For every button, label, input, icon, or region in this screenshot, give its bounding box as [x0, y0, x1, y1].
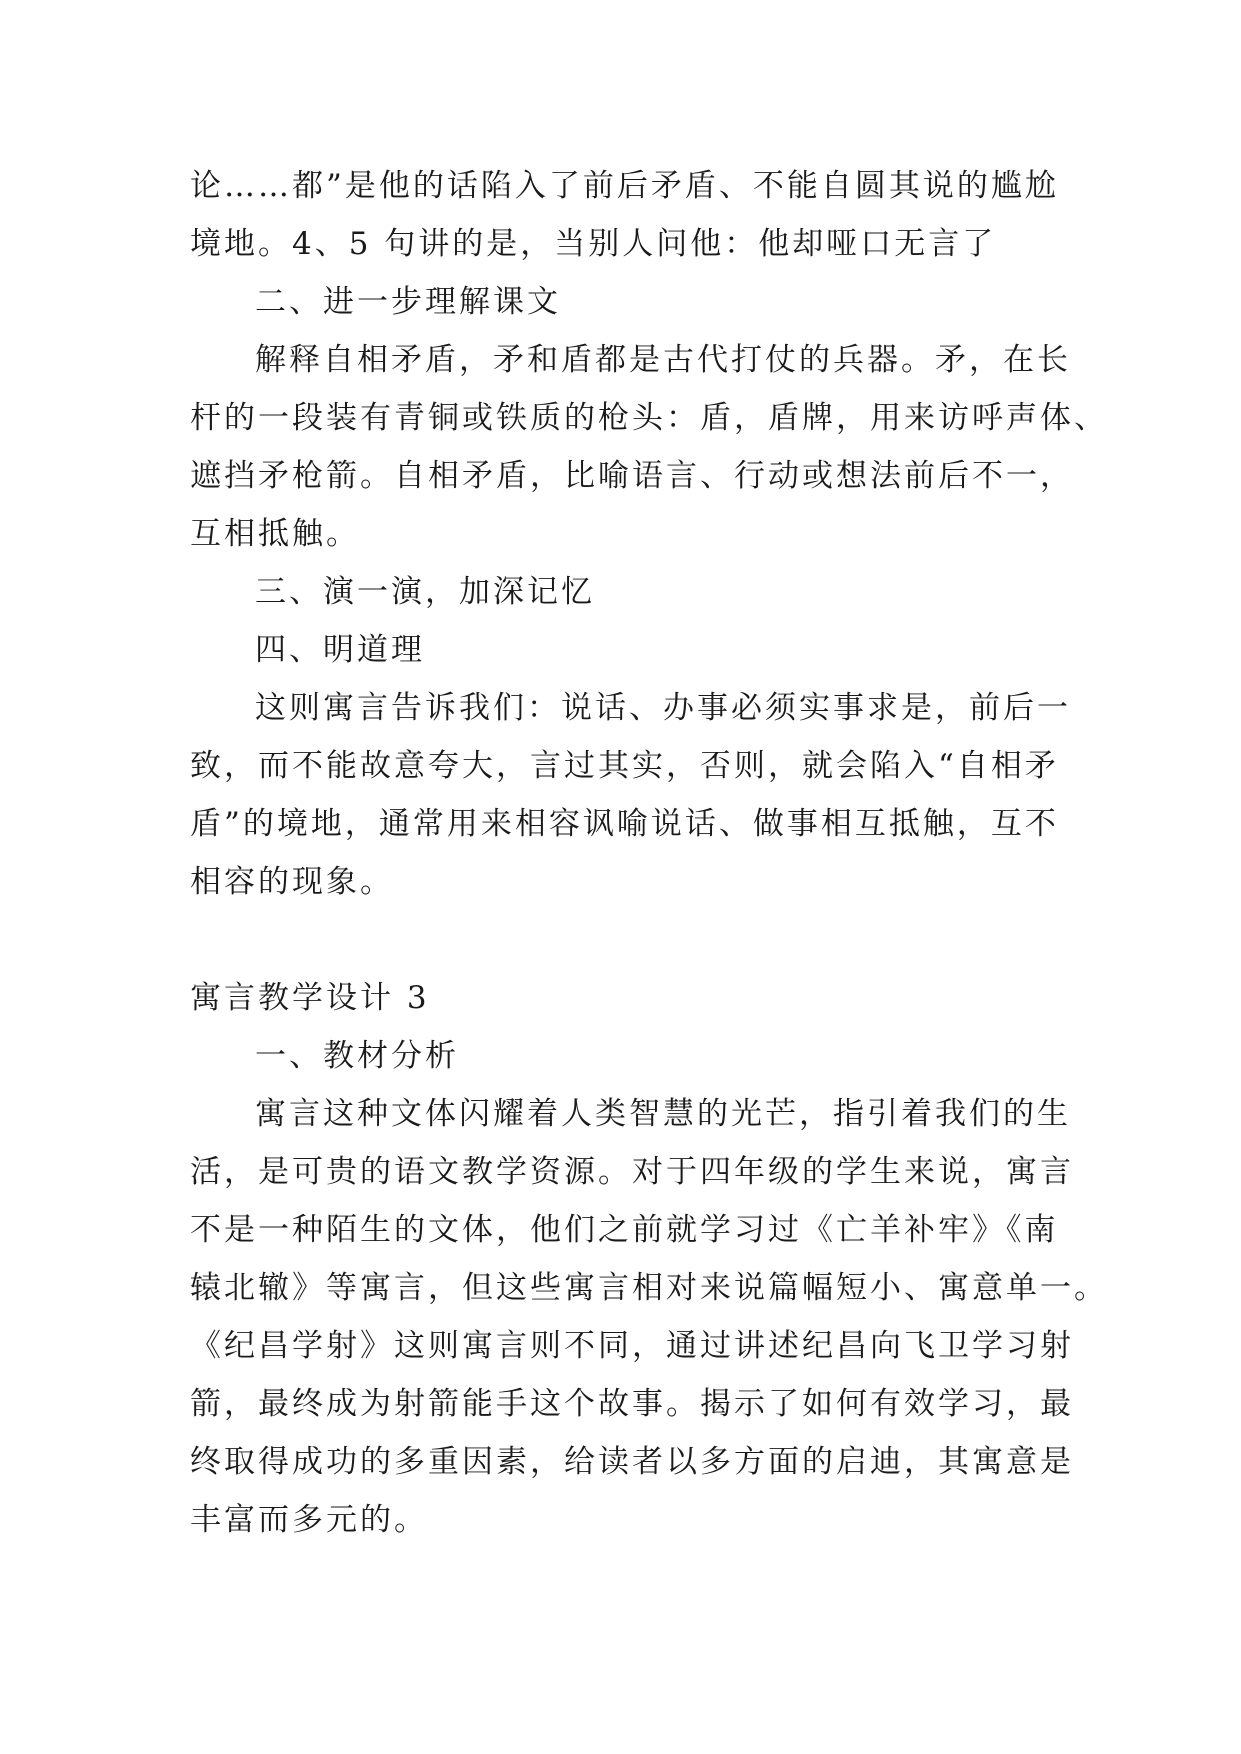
section-heading: 四、明道理 — [255, 632, 425, 668]
body-line: 不是一种陌生的文体，他们之前就学习过《亡羊补牢》《南 — [190, 1212, 1059, 1248]
body-line: 致，而不能故意夸大，言过其实，否则，就会陷入“自相矛 — [190, 748, 1059, 784]
body-line: 寓言这种文体闪耀着人类智慧的光芒，指引着我们的生 — [255, 1096, 1071, 1132]
body-line: 解释自相矛盾，矛和盾都是古代打仗的兵器。矛，在长 — [255, 342, 1071, 378]
body-line: 互相抵触。 — [190, 516, 360, 552]
body-line: 丰富而多元的。 — [190, 1502, 428, 1538]
section-heading: 三、演一演，加深记忆 — [255, 574, 595, 610]
section-heading: 一、教材分析 — [255, 1038, 459, 1074]
body-line: 活，是可贵的语文教学资源。对于四年级的学生来说，寓言 — [190, 1154, 1074, 1190]
body-line: 境地。4、5 句讲的是，当别人问他：他却哑口无言了 — [190, 226, 997, 262]
body-line: 这则寓言告诉我们：说话、办事必须实事求是，前后一 — [255, 690, 1071, 726]
body-line: 辕北辙》等寓言，但这些寓言相对来说篇幅短小、寓意单一。 — [190, 1270, 1108, 1306]
section-heading: 二、进一步理解课文 — [255, 284, 561, 320]
body-line: 终取得成功的多重因素，给读者以多方面的启迪，其寓意是 — [190, 1444, 1074, 1480]
body-line: 论……都”是他的话陷入了前后矛盾、不能自圆其说的尴尬 — [190, 168, 1059, 204]
body-line: 《纪昌学射》这则寓言则不同，通过讲述纪昌向飞卫学习射 — [190, 1328, 1074, 1364]
body-line: 相容的现象。 — [190, 864, 394, 900]
body-line: 盾”的境地，通常用来相容讽喻说话、做事相互抵触，互不 — [190, 806, 1059, 842]
body-line: 杆的一段装有青铜或铁质的枪头：盾，盾牌，用来访呼声体、 — [190, 400, 1108, 436]
document-title: 寓言教学设计 3 — [190, 980, 430, 1016]
body-line: 遮挡矛枪箭。自相矛盾，比喻语言、行动或想法前后不一， — [190, 458, 1074, 494]
body-line: 箭，最终成为射箭能手这个故事。揭示了如何有效学习，最 — [190, 1386, 1074, 1422]
